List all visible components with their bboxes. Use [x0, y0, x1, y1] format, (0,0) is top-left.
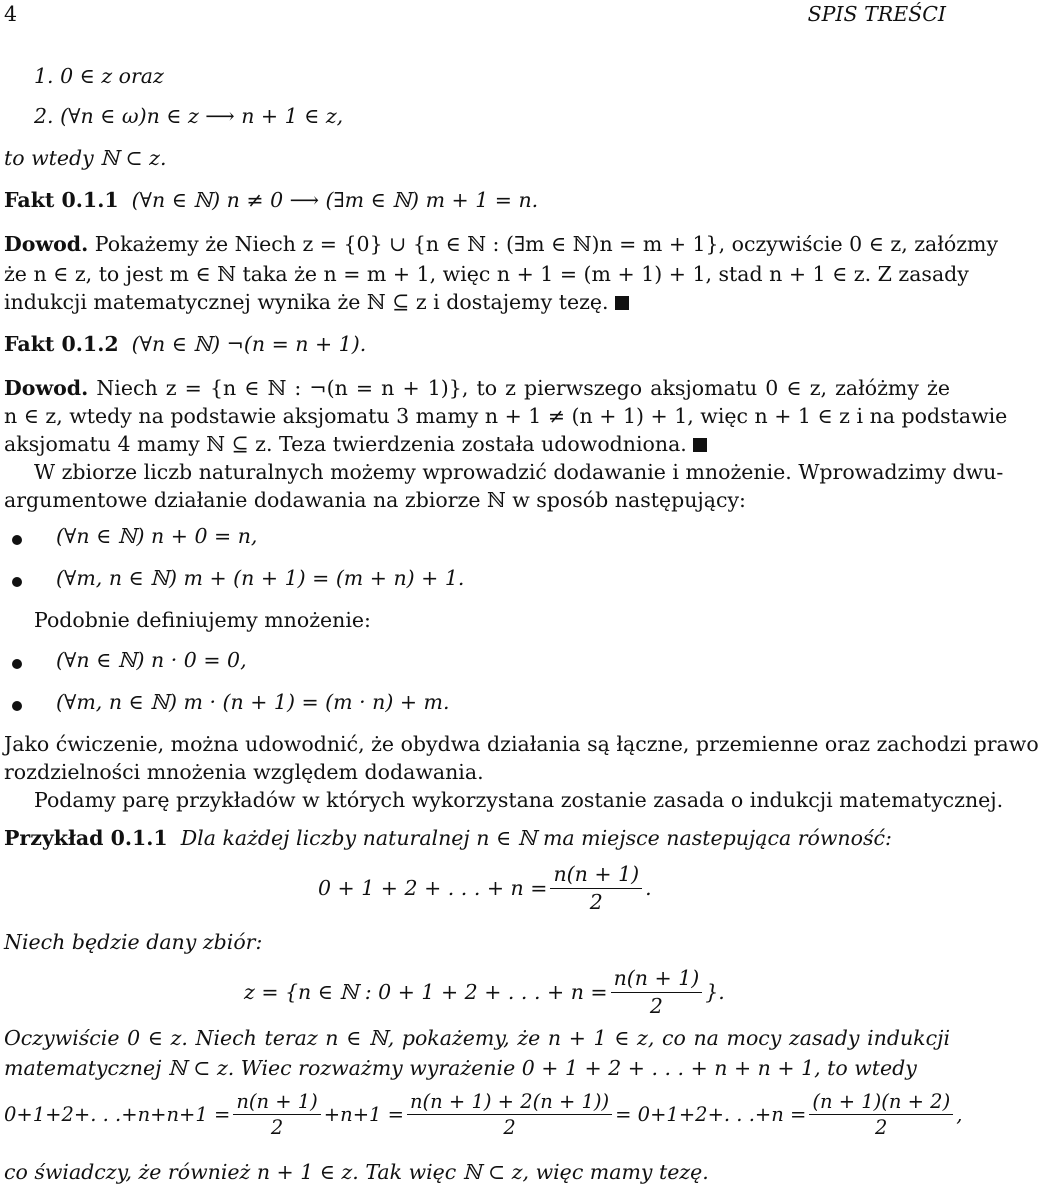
proof-1-line-1: Dowod. Pokażemy że Niech z = {0} ∪ {n ∈ ℕ : (∃m ∈ ℕ)n = m + 1}, oczywiście 0 ∈ z, załózmy — [4, 232, 999, 256]
equation-2-fraction: $\frac{n(n + 1)}{2}$ — [611, 966, 703, 1018]
running-title: SPIS TREŚCI — [807, 2, 946, 26]
example-statement: Dla każdej liczby naturalnej n ∈ ℕ ma miejsce nastepująca równość: — [180, 826, 892, 850]
addition-intro-line-1: W zbiorze liczb naturalnych możemy wprowadzić dodawanie i mnożenie. Wprowadzimy dwu- — [34, 460, 1004, 484]
fakt-2 — [4, 332, 366, 357]
example-heading — [4, 826, 892, 851]
conclusion-fraction-1: $\frac{n(n + 1)}{2}$ — [233, 1090, 320, 1140]
qed-square-icon — [693, 438, 707, 452]
equation-2: z = {n ∈ ℕ : 0 + 1 + 2 + . . . + n = $\frac{n(n + 1)}{2}$ }. — [244, 966, 725, 1018]
fakt-1-statement: (∀n ∈ ℕ) n ≠ 0 ⟶ (∃m ∈ ℕ) m + 1 = n. — [131, 188, 539, 212]
fakt-1-label: Fakt 0.1.1 — [4, 188, 119, 212]
bullet-icon — [12, 577, 22, 587]
bullet-icon — [12, 701, 22, 711]
conclusion-line-2: matematycznej ℕ ⊂ z. Wiec rozważmy wyrażenie 0 + 1 + 2 + . . . + n + n + 1, to wtedy — [4, 1056, 917, 1080]
proof-2-line-1: Dowod. Niech z = {n ∈ ℕ : ¬(n = n + 1)}, to z pierwszego aksjomatu 0 ∈ z, załóżmy że — [4, 376, 950, 400]
bullet-icon — [12, 535, 22, 545]
qed-square-icon — [615, 296, 629, 310]
conclusion-fraction-3: $\frac{(n + 1)(n + 2)}{2}$ — [809, 1090, 953, 1140]
fakt-1 — [4, 188, 538, 213]
examples-intro: Podamy parę przykładów w których wykorzystana zostanie zasada o indukcji matematycznej. — [34, 788, 1004, 812]
proof-1-line-3: indukcji matematycznej wynika że ℕ ⊆ z i dostajemy tezę. — [4, 290, 629, 315]
addition-rule-1: (∀n ∈ ℕ) n + 0 = n, — [56, 524, 258, 548]
conclusion-line-1: Oczywiście 0 ∈ z. Niech teraz n ∈ ℕ, pokażemy, że n + 1 ∈ z, co na mocy zasady indukcji — [4, 1026, 950, 1050]
fakt-2-statement: (∀n ∈ ℕ) ¬(n = n + 1). — [131, 332, 367, 356]
conclusion-fraction-2: $\frac{n(n + 1) + 2(n + 1))}{2}$ — [407, 1090, 612, 1140]
multiplication-intro: Podobnie definiujemy mnożenie: — [34, 608, 371, 632]
example-label: Przykład 0.1.1 — [4, 826, 168, 850]
intro-item-1: 1. 0 ∈ z oraz — [34, 64, 164, 88]
proof-2-line-3: aksjomatu 4 mamy ℕ ⊆ z. Teza twierdzenia została udowodniona. — [4, 432, 707, 457]
conclusion-final-line: co świadczy, że również n + 1 ∈ z. Tak więc ℕ ⊂ z, więc mamy tezę. — [4, 1160, 709, 1184]
multiplication-rule-2: (∀m, n ∈ ℕ) m · (n + 1) = (m · n) + m. — [56, 690, 450, 714]
proof-2-label: Dowod. — [4, 376, 89, 400]
exercise-line-1: Jako ćwiczenie, można udowodnić, że obydwa działania są łączne, przemienne oraz zachodzi prawo — [4, 732, 1039, 756]
equation-1-fraction: $\frac{n(n + 1)}{2}$ — [550, 862, 642, 914]
addition-rule-2: (∀m, n ∈ ℕ) m + (n + 1) = (m + n) + 1. — [56, 566, 465, 590]
bullet-icon — [12, 659, 22, 669]
intro-conclusion: to wtedy ℕ ⊂ z. — [4, 146, 167, 170]
fakt-2-label: Fakt 0.1.2 — [4, 332, 119, 356]
addition-intro-line-2: argumentowe działanie dodawania na zbiorze ℕ w sposób następujący: — [4, 488, 746, 512]
example-set-intro: Niech będzie dany zbiór: — [4, 930, 263, 954]
intro-item-2: 2. (∀n ∈ ω)n ∈ z ⟶ n + 1 ∈ z, — [34, 104, 344, 128]
proof-1-line-2: że n ∈ z, to jest m ∈ ℕ taka że n = m + 1, więc n + 1 = (m + 1) + 1, stad n + 1 ∈ z. Z zasady — [4, 262, 969, 286]
exercise-line-2: rozdzielności mnożenia względem dodawania. — [4, 760, 484, 784]
multiplication-rule-1: (∀n ∈ ℕ) n · 0 = 0, — [56, 648, 247, 672]
conclusion-equation: 0+1+2+. . .+n+n+1 = $\frac{n(n + 1)}{2}$ +n+1 = $\frac{n(n + 1) + 2(n + 1))}{2}$ = 0+1+2+. . .+n = $\frac{(n + 1)(n + 2)}{2}$ , — [4, 1090, 963, 1140]
proof-1-label: Dowod. — [4, 232, 89, 256]
equation-1: 0 + 1 + 2 + . . . + n = $\frac{n(n + 1)}{2}$ . — [318, 862, 652, 914]
page-number: 4 — [4, 2, 18, 26]
proof-2-line-2: n ∈ z, wtedy na podstawie aksjomatu 3 mamy n + 1 ≠ (n + 1) + 1, więc n + 1 ∈ z i na podstawie — [4, 404, 1008, 428]
